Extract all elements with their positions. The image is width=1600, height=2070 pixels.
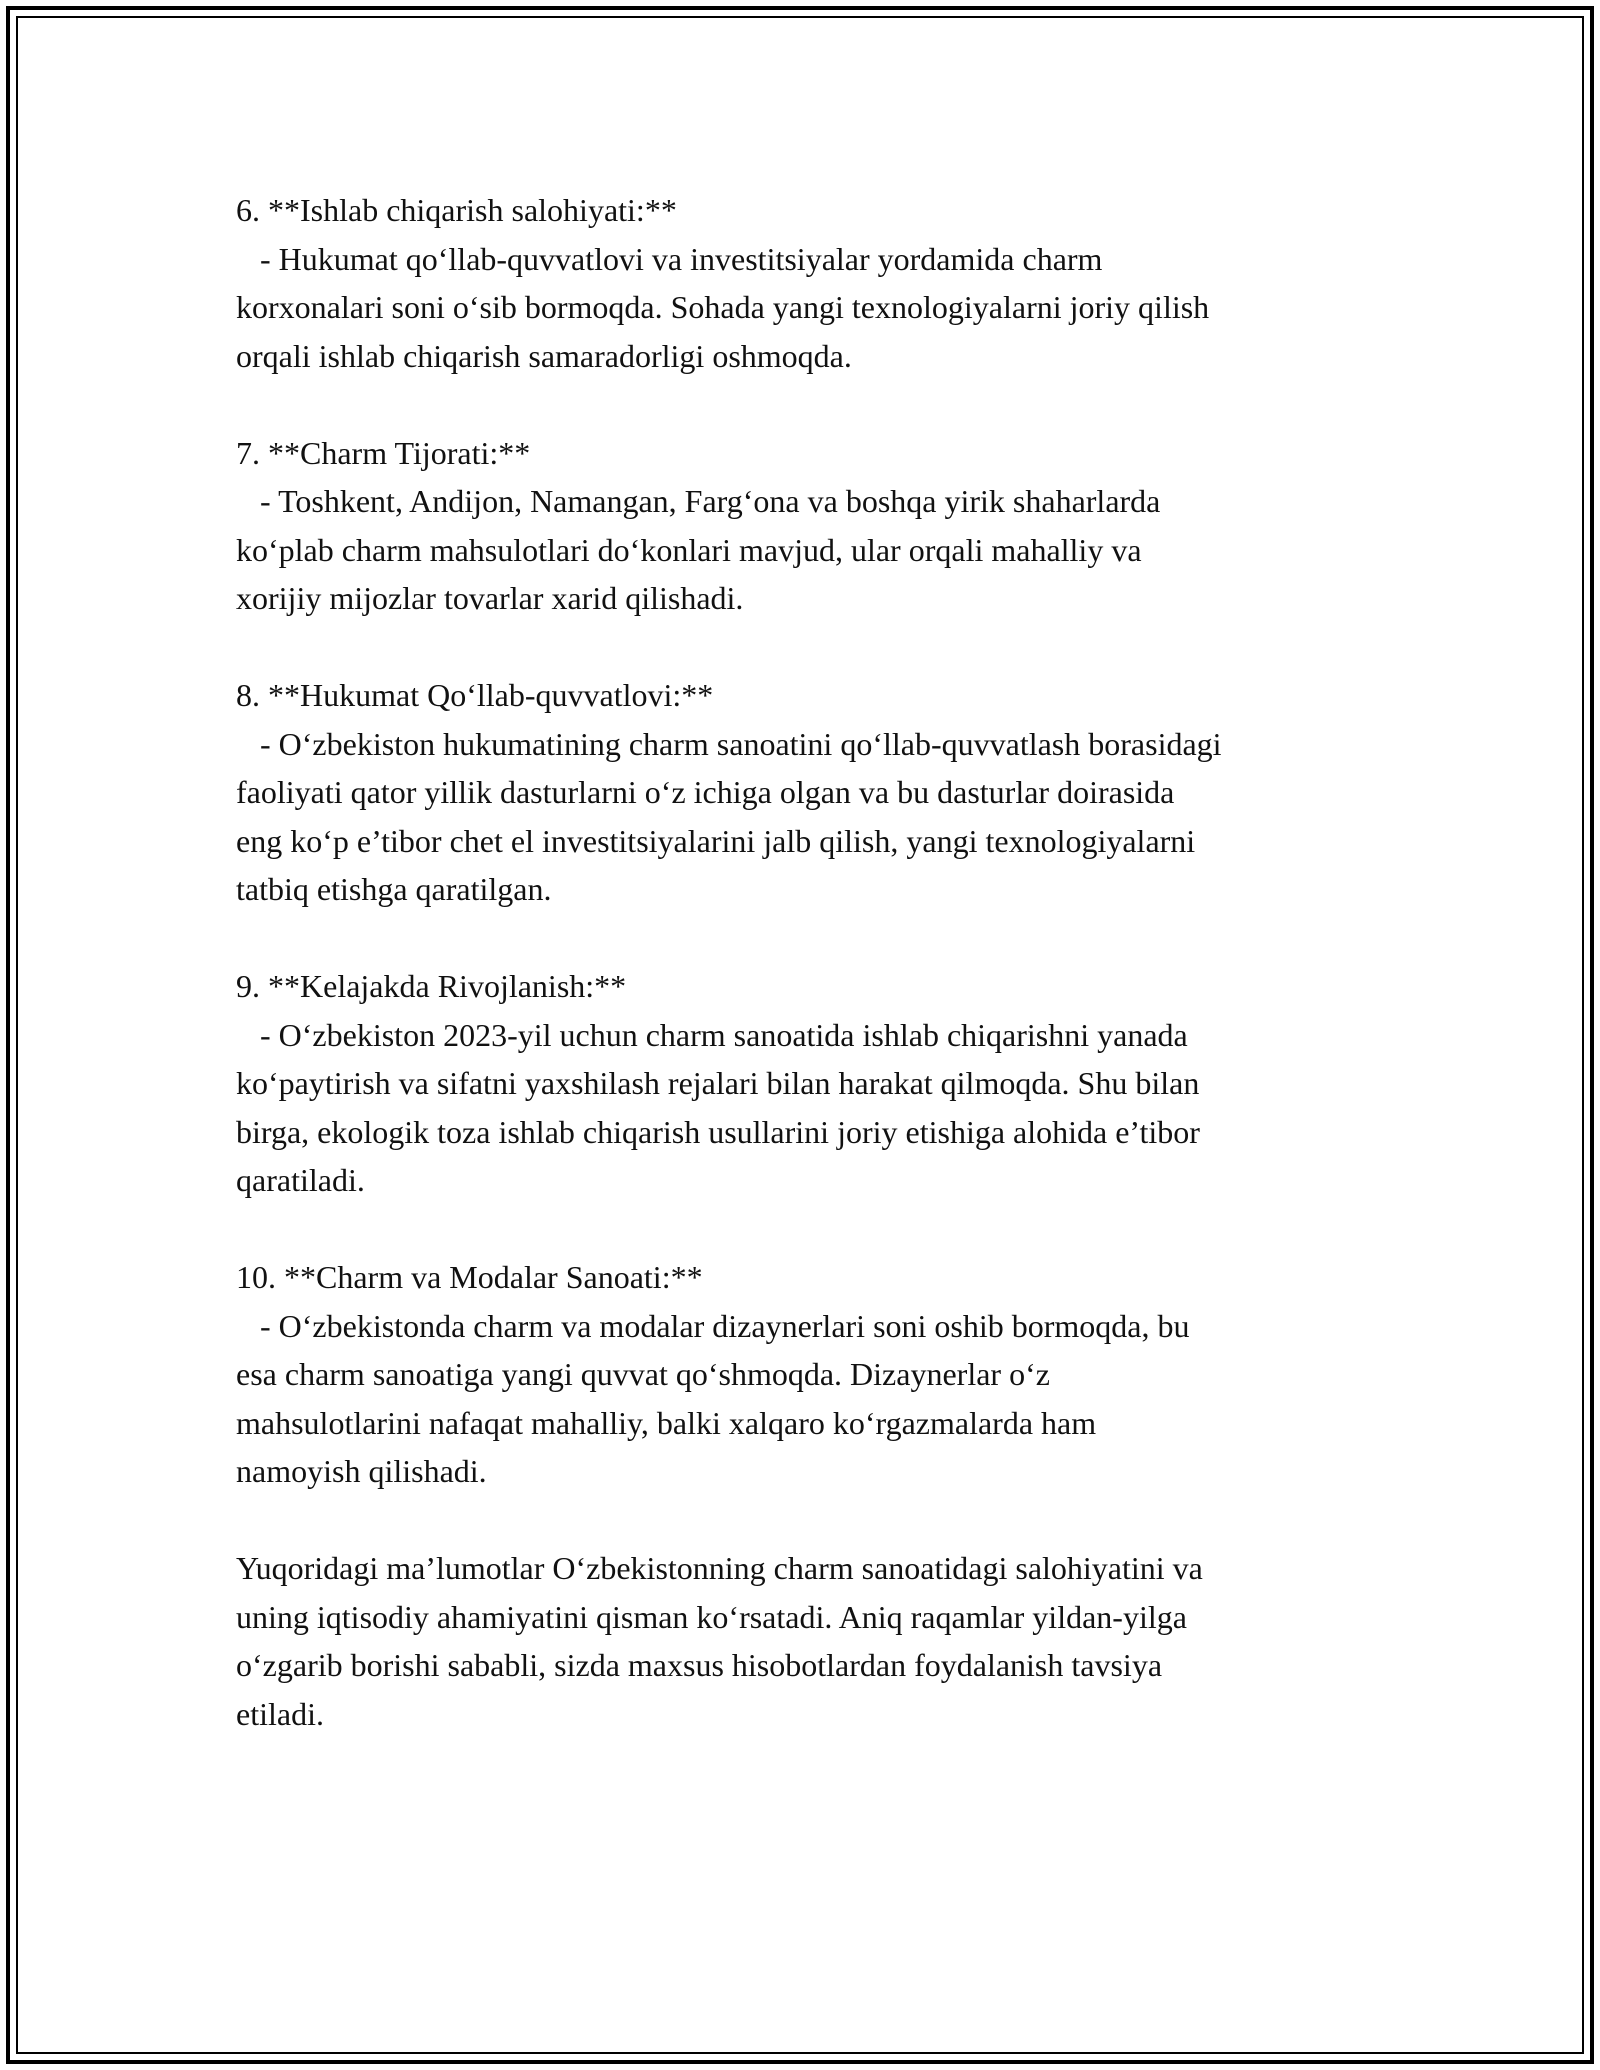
section-heading: 10. **Charm va Modalar Sanoati:**	[236, 1259, 703, 1295]
text-line: qaratiladi.	[236, 1162, 365, 1198]
section-leather-trade	[236, 429, 1386, 623]
section-production-potential	[236, 186, 1386, 380]
section-heading: 7. **Charm Tijorati:**	[236, 434, 531, 471]
text-line: o‘zgarib borishi sababli, sizda maxsus hisobotlardan foydalanish tavsiya	[236, 1647, 1163, 1683]
section-leather-fashion-industry	[236, 1253, 1386, 1496]
section-government-support	[236, 671, 1386, 914]
document-body	[236, 186, 1386, 1787]
section-heading: 8. **Hukumat Qo‘llab-quvvatlovi:**	[236, 677, 714, 713]
text-line: mahsulotlarini nafaqat mahalliy, balki xalqaro ko‘rgazmalarda ham	[236, 1404, 1097, 1441]
text-line: tatbiq etishga qaratilgan.	[236, 871, 552, 907]
text-line: etiladi.	[236, 1695, 324, 1732]
text-line: faoliyati qator yillik dasturlarni o‘z ichiga olgan va bu dasturlar doirasida	[236, 774, 1175, 810]
text-line: ko‘paytirish va sifatni yaxshilash rejalari bilan harakat qilmoqda. Shu bilan	[236, 1065, 1200, 1101]
text-line: xorijiy mijozlar tovarlar xarid qilishadi.	[236, 580, 744, 616]
text-line: namoyish qilishadi.	[236, 1453, 487, 1489]
text-line: - Toshkent, Andijon, Namangan, Farg‘ona va boshqa yirik shaharlarda	[236, 483, 1161, 519]
text-line: esa charm sanoatiga yangi quvvat qo‘shmoqda. Dizaynerlar o‘z	[236, 1356, 1050, 1392]
text-line: eng ko‘p e’tibor chet el investitsiyalarini jalb qilish, yangi texnologiyalarni	[236, 822, 1196, 859]
text-line: ko‘plab charm mahsulotlari do‘konlari mavjud, ular orqali mahalliy va	[236, 531, 1142, 568]
section-heading: 6. **Ishlab chiqarish salohiyati:**	[236, 192, 677, 228]
text-line: - Hukumat qo‘llab-quvvatlovi va investitsiyalar yordamida charm	[236, 240, 1103, 277]
text-line: uning iqtisodiy ahamiyatini qisman ko‘rsatadi. Aniq raqamlar yildan-yilga	[236, 1598, 1187, 1635]
section-future-development	[236, 962, 1386, 1205]
text-line: korxonalari soni o‘sib bormoqda. Sohada yangi texnologiyalarni joriy qilish	[236, 289, 1210, 325]
text-line: - O‘zbekiston hukumatining charm sanoatini qo‘llab-quvvatlash borasidagi	[236, 725, 1222, 762]
text-line: - O‘zbekiston 2023-yil uchun charm sanoatida ishlab chiqarishni yanada	[236, 1016, 1188, 1053]
text-line: - O‘zbekistonda charm va modalar dizaynerlari soni oshib bormoqda, bu	[236, 1307, 1190, 1344]
text-line: Yuqoridagi ma’lumotlar O‘zbekistonning charm sanoatidagi salohiyatini va	[236, 1550, 1203, 1586]
conclusion-paragraph	[236, 1544, 1386, 1738]
text-line: birga, ekologik toza ishlab chiqarish usullarini joriy etishiga alohida e’tibor	[236, 1113, 1200, 1150]
text-line: orqali ishlab chiqarish samaradorligi oshmoqda.	[236, 337, 852, 374]
section-heading: 9. **Kelajakda Rivojlanish:**	[236, 968, 627, 1004]
